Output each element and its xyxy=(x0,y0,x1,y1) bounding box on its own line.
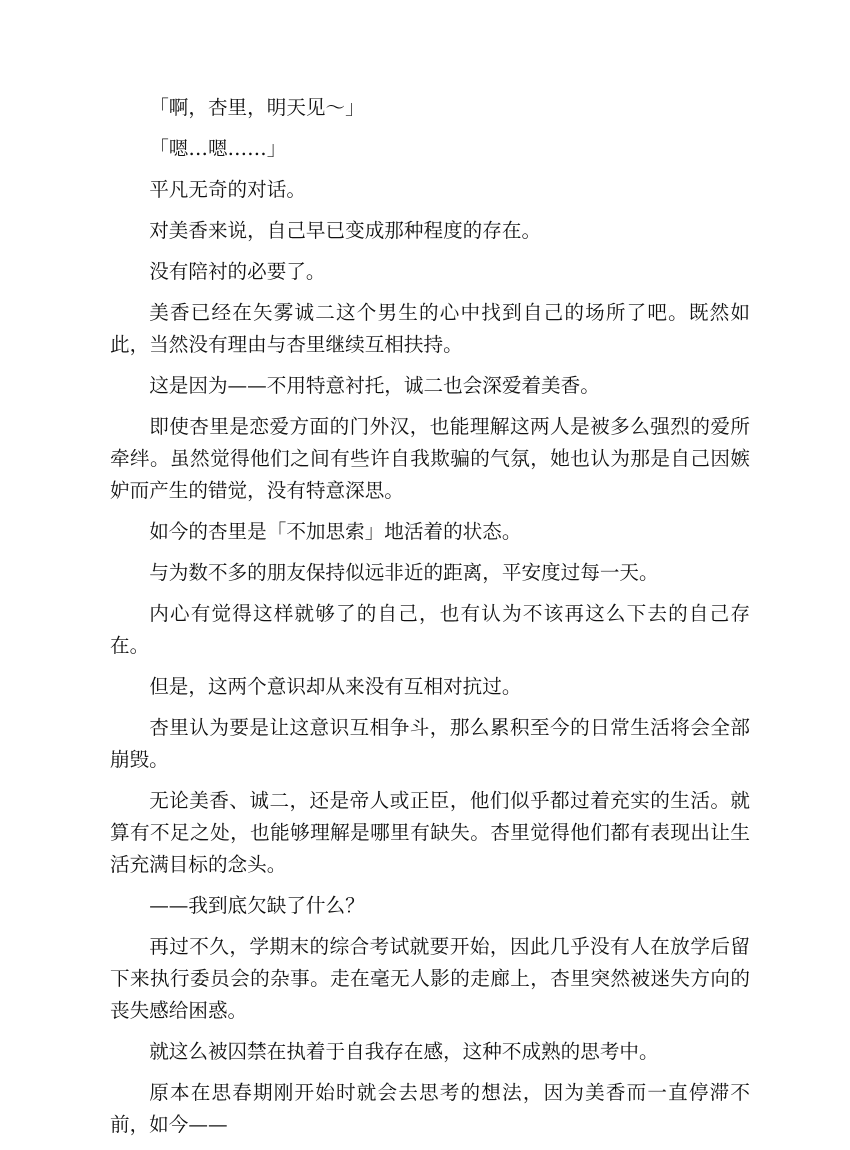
paragraph: 「啊，杏里，明天见～」 xyxy=(149,96,365,119)
document-body xyxy=(110,92,750,1150)
paragraph: 无论美香、诚二，还是帝人或正臣，他们似乎都过着充实的生活。就算有不足之处，也能够理解是哪里有缺失。杏里觉得他们都有表现出让生活充满目标的念头。 xyxy=(110,789,750,876)
paragraph: 对美香来说，自己早已变成那种程度的存在。 xyxy=(149,219,542,242)
paragraph: 再过不久，学期末的综合考试就要开始，因此几乎没有人在放学后留下来执行委员会的杂事。走在毫无人影的走廊上，杏里突然被迷失方向的丧失感给困惑。 xyxy=(110,935,750,1022)
paragraph: 内心有觉得这样就够了的自己，也有认为不该再这么下去的自己存在。 xyxy=(110,602,750,657)
paragraph: ——我到底欠缺了什么？ xyxy=(149,894,365,917)
paragraph: 但是，这两个意识却从来没有互相对抗过。 xyxy=(149,675,522,698)
paragraph: 美香已经在矢雾诚二这个男生的心中找到自己的场所了吧。既然如此，当然没有理由与杏里继续互相扶持。 xyxy=(110,301,750,356)
paragraph: 即使杏里是恋爱方面的门外汉，也能理解这两人是被多么强烈的爱所牵绊。虽然觉得他们之间有些许自我欺骗的气氛，她也认为那是自己因嫉妒而产生的错觉，没有特意深思。 xyxy=(110,415,750,502)
paragraph: 平凡无奇的对话。 xyxy=(149,178,306,201)
paragraph: 「嗯…嗯……」 xyxy=(149,137,287,160)
paragraph: 与为数不多的朋友保持似远非近的距离，平安度过每一天。 xyxy=(149,561,659,584)
paragraph: 就这么被囚禁在执着于自我存在感，这种不成熟的思考中。 xyxy=(149,1040,659,1063)
paragraph: 杏里认为要是让这意识互相争斗，那么累积至今的日常生活将会全部崩毁。 xyxy=(110,716,750,771)
paragraph: 没有陪衬的必要了。 xyxy=(149,260,326,283)
paragraph: 如今的杏里是「不加思索」地活着的状态。 xyxy=(149,520,522,543)
paragraph: 原本在思春期刚开始时就会去思考的想法，因为美香而一直停滞不前，如今—— xyxy=(110,1081,750,1136)
paragraph: 这是因为——不用特意衬托，诚二也会深爱着美香。 xyxy=(149,374,600,397)
